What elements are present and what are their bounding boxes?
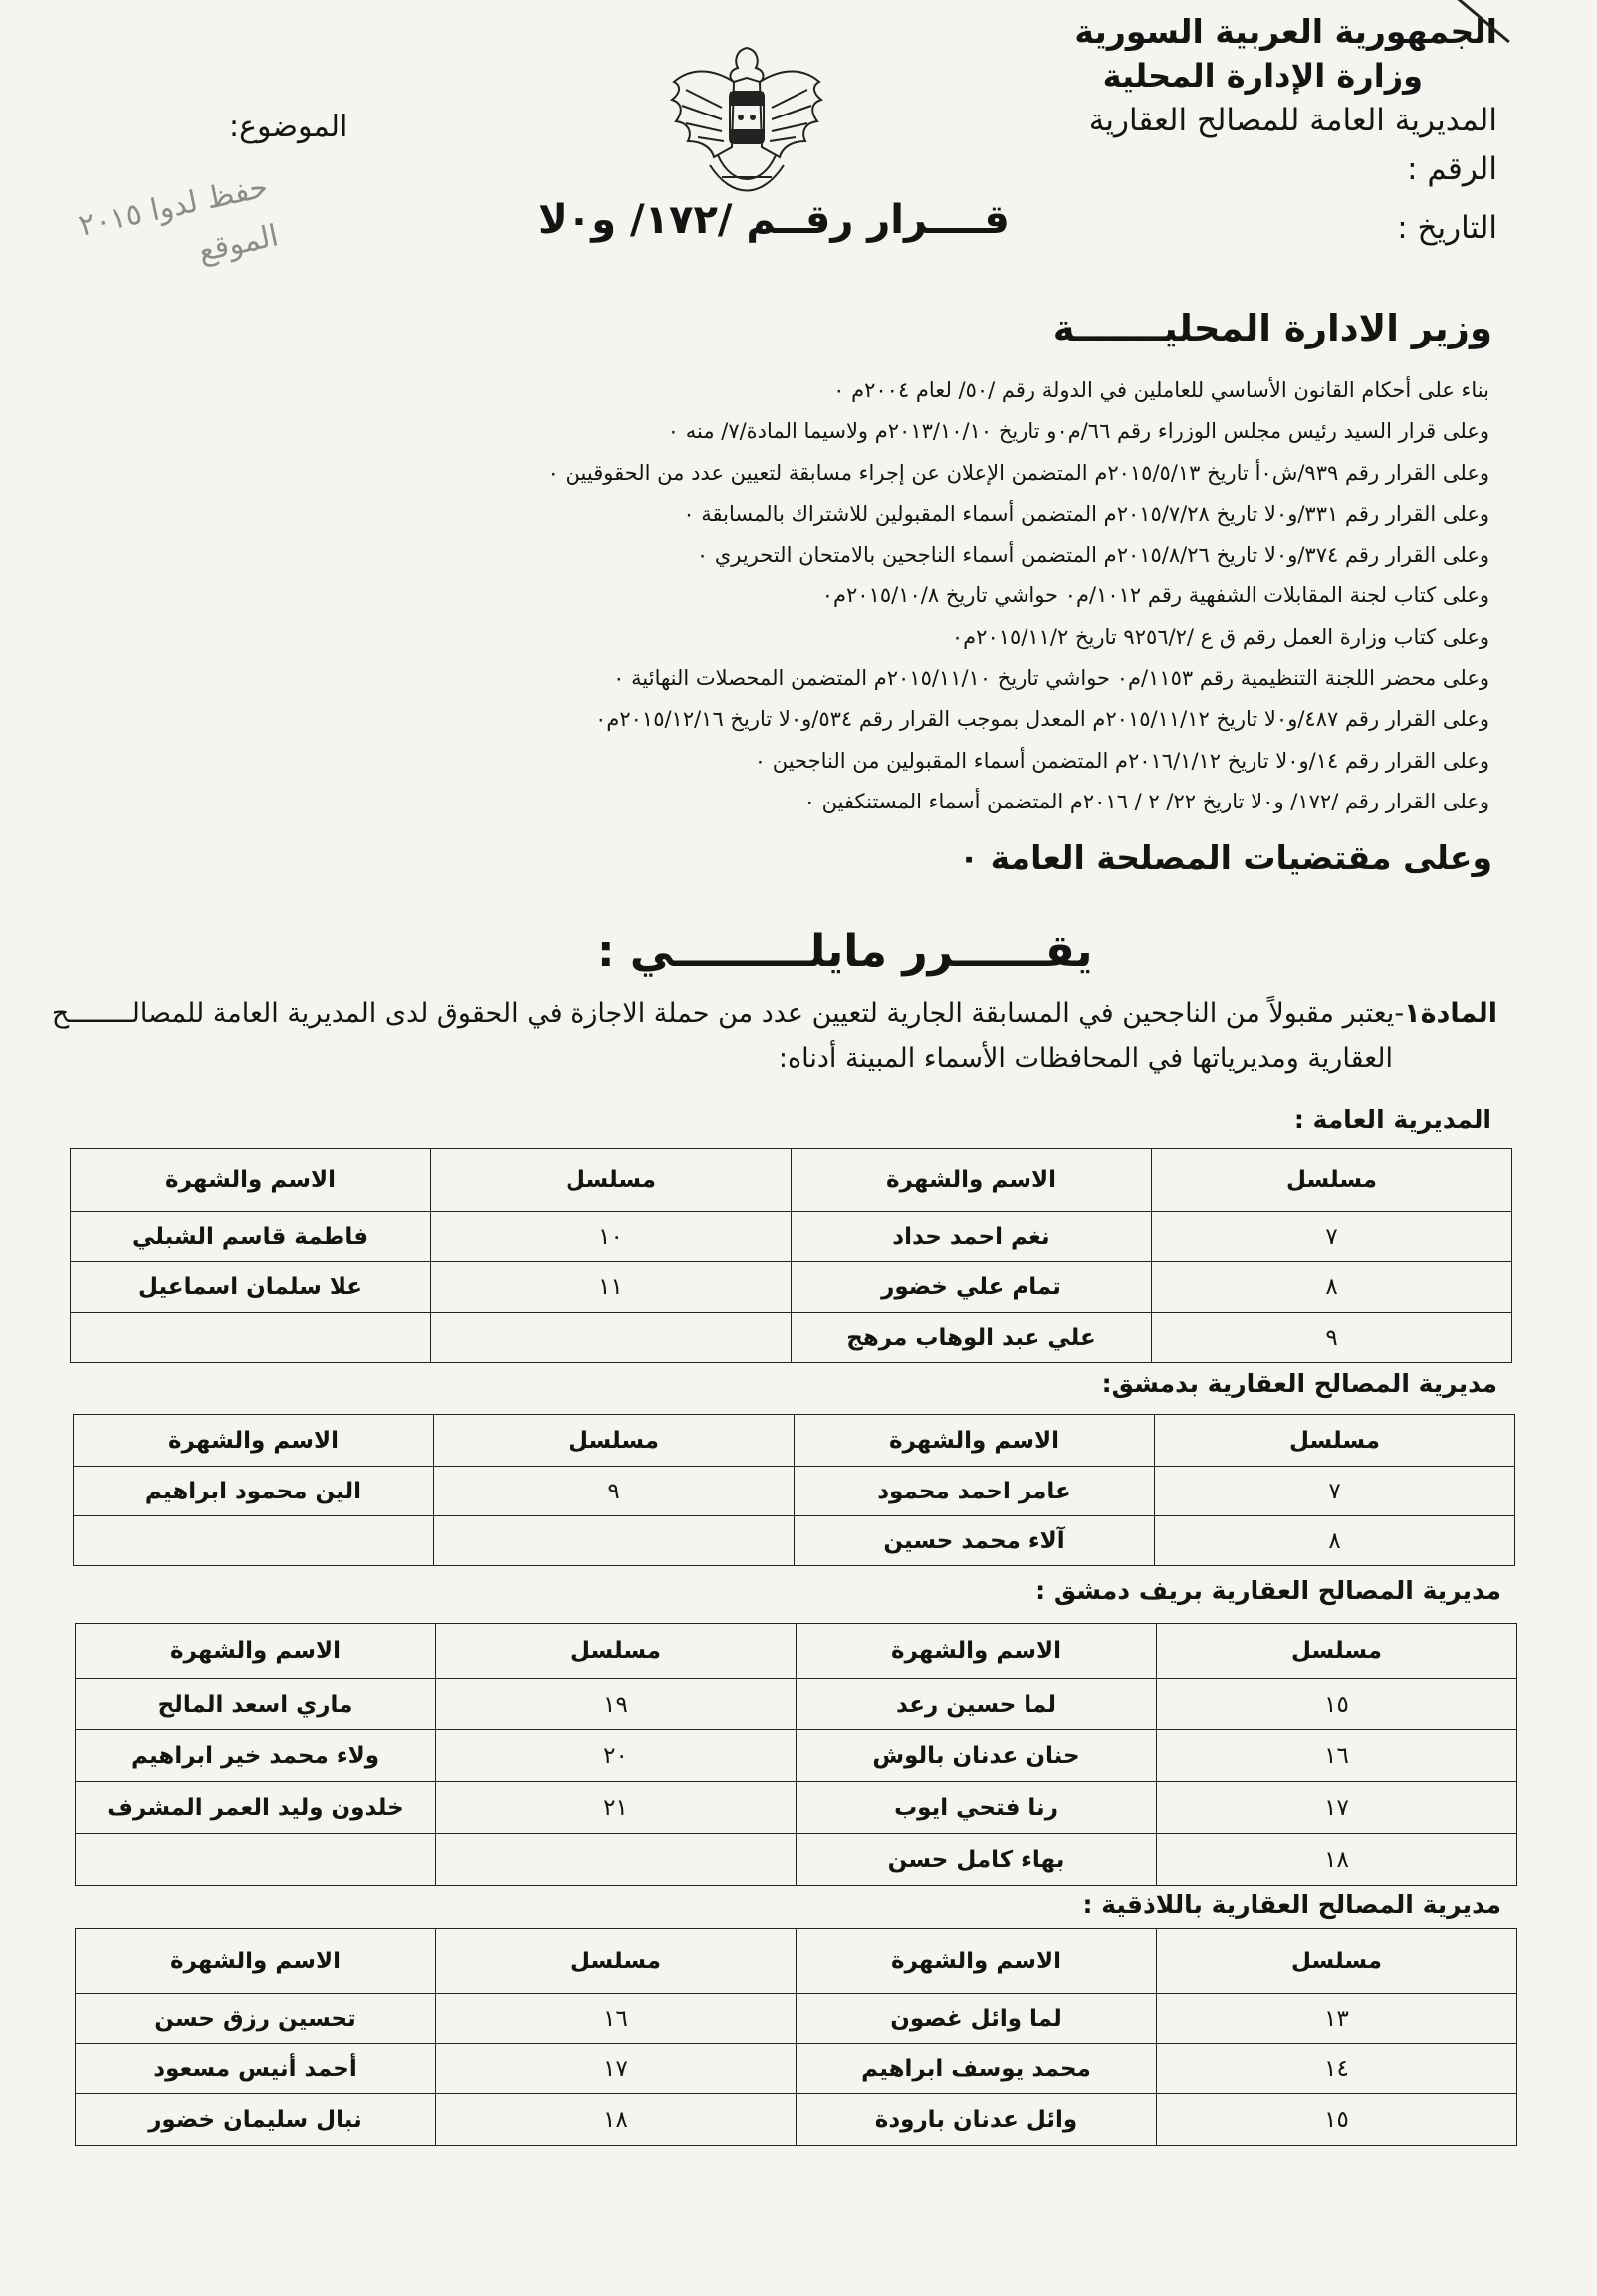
name-cell: علا سلمان اسماعيل xyxy=(71,1262,431,1313)
ministry-name: وزارة الإدارة المحلية xyxy=(1102,57,1423,95)
republic-name: الجمهورية العربية السورية xyxy=(1074,12,1497,51)
table-row xyxy=(74,1467,1515,1516)
table-rural-damascus xyxy=(75,1623,1517,1886)
serial-cell: ٩ xyxy=(1152,1313,1512,1363)
name-cell: وائل عدنان بارودة xyxy=(797,2094,1157,2146)
col-header-serial: مسلسل xyxy=(431,1149,792,1212)
article-line-1 xyxy=(51,991,1497,1036)
directorate-name: المديرية العامة للمصالح العقارية xyxy=(1088,103,1497,138)
table-row xyxy=(71,1313,1512,1363)
col-header-name: الاسم والشهرة xyxy=(797,1929,1157,1994)
recital-line: وعلى محضر اللجنة التنظيمية رقم ١١٥٣/م٠ حواشي تاريخ ٢٠١٥/١١/١٠م المتضمن المحصلات النهائية ٠ xyxy=(613,666,1489,691)
name-cell: آلاء محمد حسين xyxy=(795,1516,1155,1566)
recital-line: وعلى القرار رقم ٩٣٩/ش٠أ تاريخ ٢٠١٥/٥/١٣م المتضمن الإعلان عن إجراء مسابقة لتعيين عدد من الحقوقيين ٠ xyxy=(547,460,1489,485)
name-cell xyxy=(74,1516,434,1566)
name-cell xyxy=(76,1834,436,1886)
name-cell: لما حسين رعد xyxy=(797,1679,1157,1730)
name-cell: الين محمود ابراهيم xyxy=(74,1467,434,1516)
name-cell: نغم احمد حداد xyxy=(792,1212,1152,1262)
serial-cell: ٨ xyxy=(1152,1262,1512,1313)
section-title-rural-damascus: مديرية المصالح العقارية بريف دمشق : xyxy=(1035,1576,1501,1605)
section-title-latakia: مديرية المصالح العقارية باللاذقية : xyxy=(1082,1890,1501,1919)
serial-cell xyxy=(436,1834,797,1886)
article-text-1: -يعتبر مقبولاً من الناجحين في المسابقة الجارية لتعيين عدد من حملة الاجازة في الحقوق لدى المديرية العامة للمصالــــــــح xyxy=(51,998,1405,1029)
col-header-serial: مسلسل xyxy=(1155,1415,1515,1467)
section-title-damascus: مديرية المصالح العقارية بدمشق: xyxy=(1101,1369,1497,1398)
table-row xyxy=(71,1262,1512,1313)
table-row xyxy=(74,1516,1515,1566)
serial-cell: ١٤ xyxy=(1157,2044,1517,2094)
name-cell: تحسين رزق حسن xyxy=(76,1994,436,2044)
col-header-name: الاسم والشهرة xyxy=(76,1929,436,1994)
minister-title: وزير الادارة المحليـــــــة xyxy=(1052,307,1492,349)
serial-cell: ٢١ xyxy=(436,1782,797,1834)
serial-cell: ٨ xyxy=(1155,1516,1515,1566)
serial-cell: ١٨ xyxy=(436,2094,797,2146)
name-cell: علي عبد الوهاب مرهج xyxy=(792,1313,1152,1363)
article-line-2: العقارية ومديرياتها في المحافظات الأسماء المبينة أدناه: xyxy=(778,1043,1393,1074)
table-header-row xyxy=(71,1149,1512,1212)
col-header-serial: مسلسل xyxy=(1157,1624,1517,1679)
table-header-row xyxy=(76,1624,1517,1679)
serial-cell: ١٧ xyxy=(436,2044,797,2094)
serial-cell: ٩ xyxy=(434,1467,795,1516)
col-header-serial: مسلسل xyxy=(436,1624,797,1679)
name-cell: بهاء كامل حسن xyxy=(797,1834,1157,1886)
serial-cell: ١١ xyxy=(431,1262,792,1313)
date-label: التاريخ : xyxy=(1397,210,1497,246)
serial-cell: ١٦ xyxy=(436,1994,797,2044)
serial-cell xyxy=(434,1516,795,1566)
recital-line: وعلى القرار رقم /١٧٢/ و٠لا تاريخ ٢٢/ ٢ / ٢٠١٦م المتضمن أسماء المستنكفين ٠ xyxy=(803,789,1489,813)
name-cell: أحمد أنيس مسعود xyxy=(76,2044,436,2094)
article-one xyxy=(51,991,1497,1082)
recital-line: وعلى القرار رقم ٣٣١/و٠لا تاريخ ٢٠١٥/٧/٢٨م المتضمن أسماء المقبولين للاشتراك بالمسابقة ٠ xyxy=(683,501,1489,526)
table-row xyxy=(76,1730,1517,1782)
decision-title: قــــرار رقــم /١٧٢/ و٠لا xyxy=(538,197,1010,243)
name-cell: ولاء محمد خير ابراهيم xyxy=(76,1730,436,1782)
col-header-name: الاسم والشهرة xyxy=(792,1149,1152,1212)
name-cell: رنا فتحي ايوب xyxy=(797,1782,1157,1834)
col-header-name: الاسم والشهرة xyxy=(76,1624,436,1679)
table-damascus xyxy=(73,1414,1515,1566)
col-header-name: الاسم والشهرة xyxy=(797,1624,1157,1679)
table-latakia xyxy=(75,1928,1517,2146)
name-cell: لما وائل غصون xyxy=(797,1994,1157,2044)
serial-cell: ١٠ xyxy=(431,1212,792,1262)
name-cell xyxy=(71,1313,431,1363)
table-row xyxy=(76,1834,1517,1886)
recital-line: بناء على أحكام القانون الأساسي للعاملين في الدولة رقم /٥٠/ لعام ٢٠٠٤م ٠ xyxy=(833,378,1489,402)
col-header-name: الاسم والشهرة xyxy=(71,1149,431,1212)
name-cell: محمد يوسف ابراهيم xyxy=(797,2044,1157,2094)
name-cell: عامر احمد محمود xyxy=(795,1467,1155,1516)
recitals-list xyxy=(175,370,1489,822)
table-header-row xyxy=(74,1415,1515,1467)
table-row xyxy=(76,2044,1517,2094)
recital-line: وعلى القرار رقم ٣٧٤/و٠لا تاريخ ٢٠١٥/٨/٢٦م المتضمن أسماء الناجحين بالامتحان التحريري ٠ xyxy=(696,543,1489,568)
table-row xyxy=(76,2094,1517,2146)
col-header-serial: مسلسل xyxy=(1152,1149,1512,1212)
recital-line: وعلى القرار رقم ٤٨٧/و٠لا تاريخ ٢٠١٥/١١/١٢م المعدل بموجب القرار رقم ٥٣٤/و٠لا تاريخ ٢٠١٥/١٢/١٦م٠ xyxy=(595,707,1489,732)
name-cell: خلدون وليد العمر المشرف xyxy=(76,1782,436,1834)
serial-cell: ١٩ xyxy=(436,1679,797,1730)
serial-cell: ١٧ xyxy=(1157,1782,1517,1834)
number-label: الرقم : xyxy=(1407,151,1497,187)
article-label: المادة١ xyxy=(1404,998,1497,1029)
table-header-row xyxy=(76,1929,1517,1994)
name-cell: تمام علي خضور xyxy=(792,1262,1152,1313)
table-general xyxy=(70,1148,1512,1363)
name-cell: فاطمة قاسم الشبلي xyxy=(71,1212,431,1262)
col-header-serial: مسلسل xyxy=(434,1415,795,1467)
serial-cell: ٢٠ xyxy=(436,1730,797,1782)
name-cell: ماري اسعد المالح xyxy=(76,1679,436,1730)
col-header-name: الاسم والشهرة xyxy=(74,1415,434,1467)
recital-line: وعلى كتاب لجنة المقابلات الشفهية رقم ١٠١٢/م٠ حواشي تاريخ ٢٠١٥/١٠/٨م٠ xyxy=(821,583,1489,608)
recital-line: وعلى قرار السيد رئيس مجلس الوزراء رقم ٦٦/م٠و تاريخ ٢٠١٣/١٠/١٠م ولاسيما المادة/٧/ منه ٠ xyxy=(667,419,1489,444)
serial-cell: ١٥ xyxy=(1157,2094,1517,2146)
serial-cell: ١٦ xyxy=(1157,1730,1517,1782)
col-header-serial: مسلسل xyxy=(436,1929,797,1994)
section-title-general: المديرية العامة : xyxy=(1293,1105,1491,1134)
serial-cell: ٧ xyxy=(1155,1467,1515,1516)
table-row xyxy=(76,1782,1517,1834)
table-row xyxy=(76,1679,1517,1730)
serial-cell: ١٨ xyxy=(1157,1834,1517,1886)
recital-line: وعلى كتاب وزارة العمل رقم ق ع /٩٢٥٦/٢ تاريخ ٢٠١٥/١١/٢م٠ xyxy=(951,624,1489,649)
col-header-serial: مسلسل xyxy=(1157,1929,1517,1994)
handwritten-note-line: حفظ لدوا ٢٠١٥ xyxy=(75,169,272,244)
public-interest-line: وعلى مقتضيات المصلحة العامة ٠ xyxy=(959,838,1492,877)
eagle-emblem-icon xyxy=(662,38,831,207)
decides-heading: يقــــــرر مايلـــــــــي : xyxy=(597,926,1093,977)
serial-cell: ١٣ xyxy=(1157,1994,1517,2044)
handwritten-note xyxy=(0,163,294,365)
name-cell: حنان عدنان بالوش xyxy=(797,1730,1157,1782)
subject-label: الموضوع: xyxy=(229,110,348,144)
name-cell: نبال سليمان خضور xyxy=(76,2094,436,2146)
table-row xyxy=(76,1994,1517,2044)
recital-line: وعلى القرار رقم ١٤/و٠لا تاريخ ٢٠١٦/١/١٢م المتضمن أسماء المقبولين من الناجحين ٠ xyxy=(754,748,1489,773)
col-header-name: الاسم والشهرة xyxy=(795,1415,1155,1467)
serial-cell: ٧ xyxy=(1152,1212,1512,1262)
handwritten-note-line: الموقع xyxy=(195,218,282,270)
serial-cell: ١٥ xyxy=(1157,1679,1517,1730)
serial-cell xyxy=(431,1313,792,1363)
table-row xyxy=(71,1212,1512,1262)
